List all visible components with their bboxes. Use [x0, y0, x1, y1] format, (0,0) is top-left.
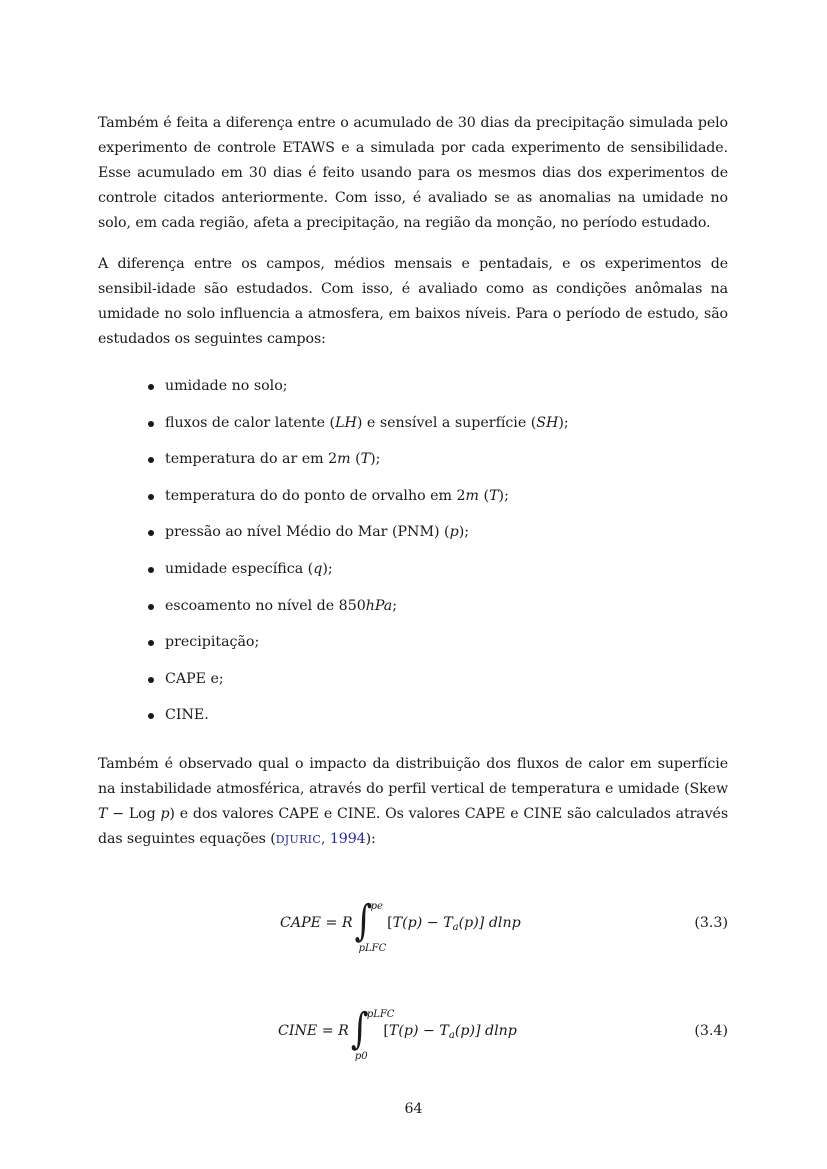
equation-subscript: a [452, 922, 459, 933]
math-symbol: hPa [365, 597, 393, 614]
math-symbol: p [449, 524, 459, 541]
math-symbol: m [337, 451, 351, 468]
equation-cape [98, 895, 728, 955]
paragraph-text: ) e dos valores CAPE e CINE. Os valores CAPE e CINE são calculados através das seguintes equações ( [98, 806, 729, 847]
citation-author[interactable]: DJURIC [275, 833, 322, 846]
list-item-text: escoamento no nível de 850 [165, 597, 366, 614]
equation-term: T [443, 915, 453, 931]
paragraph-text: Também é feita a diferença entre o acumulado de 30 dias da precipitação simulada pelo experimento de controle ETAWS e a simulada por cada experimento de sensibilidade. Esse acumulado em 30 dias é feito usando para os mesmos dias dos experimentos de controle citados anteriormente. Com isso, é avaliado se as anomalias na umidade no solo, em cada região, afeta a precipitação, na região da monção, no período estudado. [98, 115, 728, 231]
math-symbol: T [489, 487, 499, 504]
citation-separator: , [321, 831, 330, 847]
list-item-text: umidade específica ( [165, 560, 314, 577]
equation-lhs: CAPE [280, 915, 322, 931]
list-item [146, 667, 569, 704]
list-item [146, 557, 569, 594]
page-number: 64 [404, 1101, 423, 1117]
equation-term: (p) − [402, 915, 444, 931]
equation-term: T [439, 1023, 449, 1039]
math-symbol: p [160, 806, 170, 822]
equation-term: (p)] [458, 915, 489, 931]
equation-term: T [388, 1023, 399, 1039]
list-item-text: CINE. [165, 707, 209, 724]
integral-upper-limit: pLFC [366, 1009, 395, 1020]
list-item-text: ); [558, 414, 569, 431]
list-item-text: temperatura do ar em 2 [165, 451, 338, 468]
list-item-text: ( [479, 487, 490, 504]
equation-subscript: a [448, 1030, 455, 1041]
equation-number: (3.4) [694, 1023, 728, 1039]
math-symbol: q [313, 560, 323, 577]
list-item-text: ); [370, 451, 381, 468]
list-item-text: ); [498, 487, 509, 504]
integral-sign: ∫ pLFC p0 [350, 1004, 395, 1062]
list-item-text: CAPE e; [165, 670, 224, 687]
integral-sign: ∫ pe pLFC [354, 896, 387, 954]
list-item-text: ( [350, 451, 361, 468]
integral-lower-limit: pLFC [358, 943, 387, 954]
list-item-text: umidade no solo; [165, 378, 288, 394]
list-item-text: ); [458, 524, 470, 541]
equation-cine [98, 1003, 728, 1063]
equation-body [280, 896, 521, 954]
equation-number: (3.3) [694, 915, 728, 931]
equation-term: [ [382, 915, 393, 931]
equation-body [278, 1004, 517, 1062]
list-item [146, 484, 569, 521]
paragraph-text: − Log [107, 806, 161, 822]
list-item-text: ; [392, 597, 398, 614]
equation-term: dlnp [485, 1023, 517, 1039]
list-item [146, 374, 569, 411]
list-item-text: pressão ao nível Médio do Mar (PNM) ( [165, 524, 450, 541]
math-symbol: T [98, 806, 108, 822]
citation-link[interactable] [276, 831, 366, 847]
paragraph-instability [98, 752, 728, 852]
list-item-text: fluxos de calor latente ( [165, 414, 336, 431]
equation-term: (p)] [454, 1023, 486, 1039]
math-symbol: m [465, 487, 480, 504]
list-item-text: ); [322, 560, 333, 577]
list-item [146, 594, 569, 631]
list-item-text: temperatura do do ponto de orvalho em 2 [165, 487, 466, 504]
equation-term: dlnp [488, 915, 521, 931]
paragraph-text: ): [365, 831, 376, 847]
paragraph-text: A diferença entre os campos, médios mensais e pentadais, e os experimentos de sensibil-idade são estudados. Com isso, é avaliado como as condições anômalas na umidade no solo influencia a atmosfera, em baixos níveis. Para o período de estudo, são estudados os seguintes campos: [98, 256, 728, 347]
paragraph-precipitation-difference [98, 111, 728, 236]
math-symbol: T [360, 451, 371, 468]
equation-lhs: CINE [278, 1023, 318, 1039]
list-item-text: precipitação; [165, 634, 260, 651]
equation-constant: = R [321, 915, 353, 931]
equation-constant: = R [317, 1023, 349, 1039]
integral-upper-limit: pe [370, 901, 383, 912]
equation-term: [ [378, 1023, 389, 1039]
equation-term: T [392, 915, 403, 931]
citation-year[interactable]: 1994 [329, 831, 366, 847]
list-item [146, 447, 569, 484]
list-item [146, 630, 569, 667]
math-symbol: LH [335, 414, 357, 431]
list-item-text: ) e sensível a superfície ( [356, 414, 537, 431]
list-item [146, 703, 569, 740]
paragraph-text: Também é observado qual o impacto da distribuição dos fluxos de calor em superfície na instabilidade atmosférica, através do perfil vertical de temperatura e umidade (Skew [98, 756, 728, 797]
fields-list [146, 374, 569, 740]
integral-lower-limit: p0 [354, 1051, 368, 1062]
list-item [146, 520, 569, 557]
list-item [146, 411, 569, 448]
equation-term: (p) − [398, 1023, 440, 1039]
math-symbol: SH [536, 414, 559, 431]
paragraph-sensitivity-fields [98, 252, 728, 352]
